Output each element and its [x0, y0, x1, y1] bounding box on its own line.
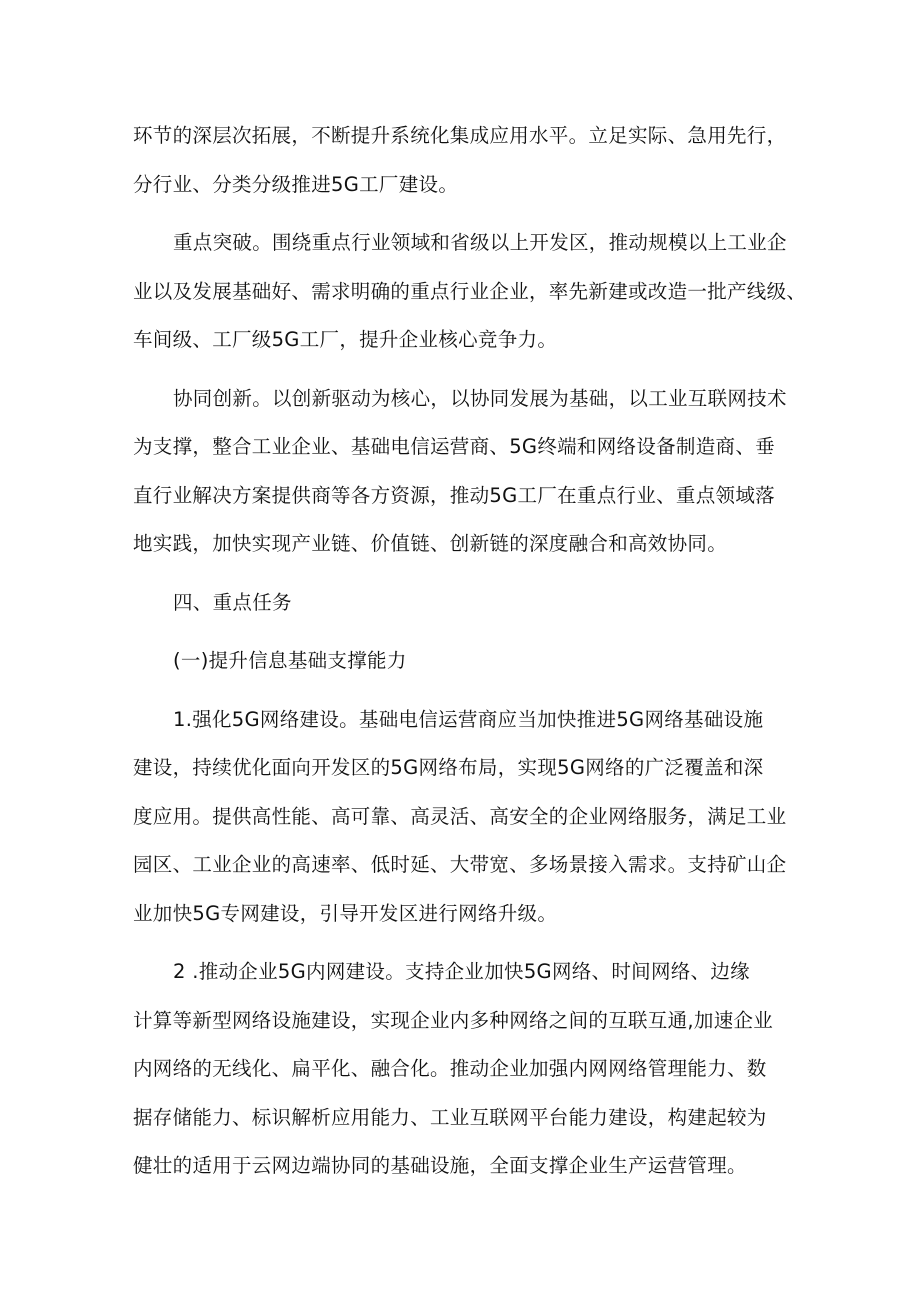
text-line: 度应用。提供高性能、高可靠、高灵活、高安全的企业网络服务，满足工业: [133, 804, 787, 828]
text-line: 1.强化5G网络建设。基础电信运营商应当加快推进5G网络基础设施: [173, 707, 764, 731]
text-line: 业以及发展基础好、需求明确的重点行业企业，率先新建或改造一批产线级、: [133, 279, 807, 303]
section-heading-text: 四、重点任务: [173, 590, 292, 614]
text-line: 2 .推动企业5G内网建设。支持企业加快5G网络、时间网络、边缘: [173, 960, 750, 983]
text-line: 建设，持续优化面向开发区的5G网络布局，实现5G网络的广泛覆盖和深: [133, 756, 764, 779]
text-line: 分行业、分类分级推进5G工厂建设。: [133, 172, 459, 196]
section-heading: [133, 579, 793, 628]
text-line: 车间级、工厂级5G工厂，提升企业核心竞争力。: [133, 328, 558, 351]
text-line: 环节的深层次拓展，不断提升系统化集成应用水平。立足实际、急用先行，: [133, 124, 787, 147]
subsection-heading-text: (一)提升信息基础支撑能力: [173, 649, 407, 672]
text-line: 重点突破。围绕重点行业领域和省级以上开发区，推动规模以上工业企: [173, 231, 787, 254]
text-line: 地实践，加快实现产业链、价值链、创新链的深度融合和高效协同。: [133, 532, 728, 555]
text-line: 协同创新。以创新驱动为核心，以协同发展为基础，以工业互联网技术: [173, 386, 787, 410]
document-body: [133, 112, 807, 1191]
text-line: 直行业解决方案提供商等各方资源，推动5G工厂在重点行业、重点领域落: [133, 483, 775, 507]
text-line: 园区、工业企业的高速率、低时延、大带宽、多场景接入需求。支持矿山企: [133, 853, 787, 876]
text-line: 计算等新型网络设施建设，实现企业内多种网络之间的互联互通,加速企业: [133, 1008, 774, 1032]
subsection-heading: [133, 637, 793, 686]
paragraph-continuation: [133, 112, 793, 209]
text-line: 内网络的无线化、扁平化、融合化。推动企业加强内网网络管理能力、数: [133, 1057, 767, 1080]
paragraph-item-1: [133, 696, 793, 939]
text-line: 健壮的适用于云网边端协同的基础设施，全面支撑企业生产运营管理。: [133, 1154, 747, 1177]
paragraph-collaborative-innovation: [133, 375, 793, 569]
text-line: 据存储能力、标识解析应用能力、工业互联网平台能力建设，构建起较为: [133, 1105, 767, 1129]
paragraph-item-2: [133, 948, 793, 1191]
text-line: 业加快5G专网建设，引导开发区进行网络升级。: [133, 901, 558, 925]
paragraph-key-breakthrough: [133, 219, 807, 365]
text-line: 为支撑，整合工业企业、基础电信运营商、5G终端和网络设备制造商、垂: [133, 435, 775, 458]
